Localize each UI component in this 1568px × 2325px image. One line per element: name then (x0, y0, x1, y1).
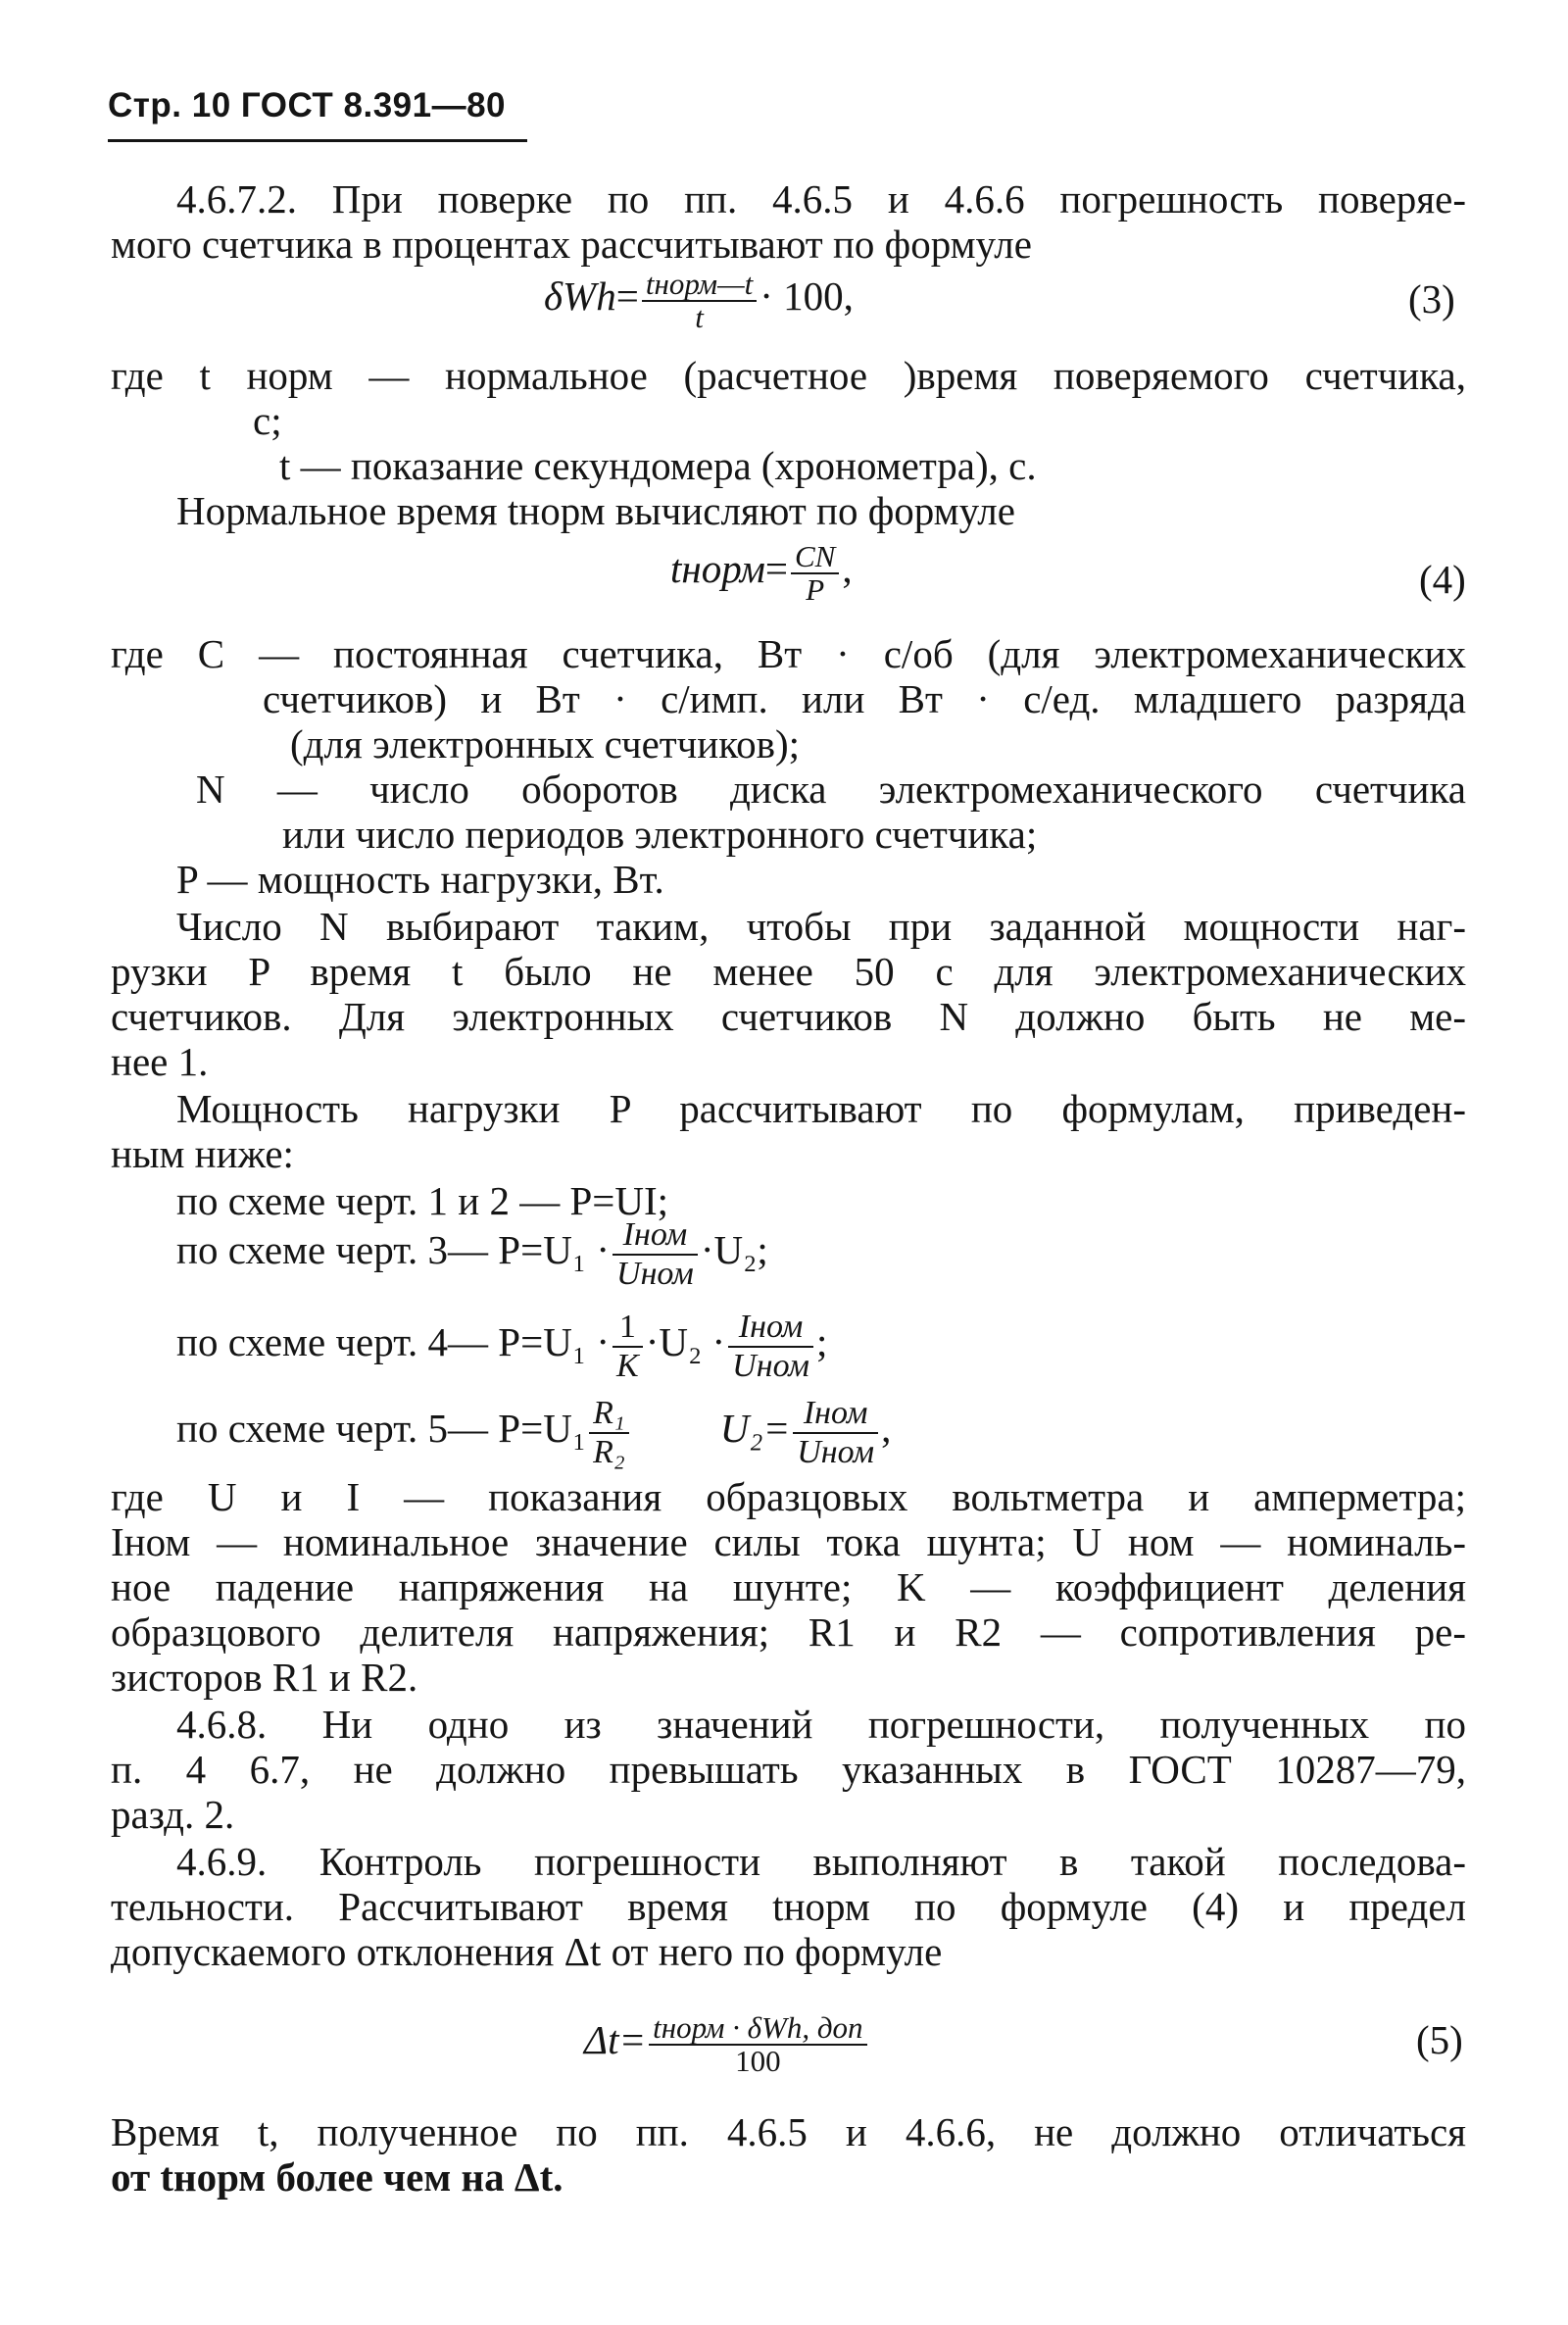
equation-number: (4) (1419, 557, 1466, 602)
formula-4-lhs: tнорм (670, 546, 765, 591)
scheme-formula-3-fraction-1 (612, 1309, 643, 1385)
where-line: где C — постоянная счетчика, Вт · с/об (для электромеханических (111, 631, 1466, 676)
formula-5-fraction (649, 2009, 866, 2078)
paragraph-line: мого счетчика в процентах рассчитывают по формуле (111, 222, 1032, 267)
scheme-formula-4-fraction-2 (793, 1395, 878, 1471)
paragraph-line: п. 4 6.7, не должно превышать указанных в ГОСТ 10287—79, (111, 1747, 1466, 1792)
paragraph-line: Нормальное время tнорм вычисляют по формуле (176, 488, 1015, 533)
paragraph-line: нее 1. (111, 1039, 209, 1084)
scheme-formula-3-fraction-2 (728, 1309, 813, 1385)
paragraph-line: Число N выбирают таким, чтобы при заданной мощности наг- (176, 904, 1466, 949)
paragraph-line: 4.6.9. Контроль погрешности выполняют в такой последова- (176, 1839, 1466, 1884)
formula-3-numerator: tнорм—t (642, 269, 757, 302)
formula-3-fraction (642, 266, 757, 334)
scheme-formula-4-fraction-1 (589, 1395, 629, 1471)
fraction-denominator: R₂ (593, 1433, 625, 1470)
where-line: t — показание секундомера (хронометра), с. (279, 443, 1037, 488)
paragraph-line: счетчиков. Для электронных счетчиков N должно быть не ме- (111, 994, 1466, 1039)
paragraph-line: допускаемого отклонения Δt от него по формуле (111, 1929, 943, 1974)
where-line: или число периодов электронного счетчика; (282, 812, 1038, 857)
where-line: где U и I — показания образцовых вольтметра и амперметра; (111, 1474, 1466, 1519)
fraction-denominator: Uном (616, 1255, 694, 1292)
formula-3: δWh= $\frac{\text{tнорм—t}}{t}$ · 100, (544, 266, 854, 334)
formula-5 (584, 1996, 870, 2084)
formula-3-tail: · 100, (760, 273, 854, 319)
fraction-numerator: 1 (612, 1309, 643, 1348)
paragraph-line: 4.6.8. Ни одно из значений погрешности, полученных по (176, 1702, 1466, 1747)
fraction-numerator: Iном (793, 1395, 878, 1434)
paragraph-line: ным ниже: (111, 1131, 294, 1176)
scheme-formula-3-middle: ·U₂ · (645, 1319, 726, 1364)
formula-3-denominator: t (695, 299, 704, 334)
equation-number: (5) (1416, 2017, 1463, 2062)
scheme-formula-2-tail: ·U₂; (700, 1227, 768, 1272)
scheme-formula-4-lead: по схеме черт. 5— P=U₁ (176, 1406, 587, 1451)
paragraph-line: тельности. Рассчитывают время tнорм по формуле (4) и предел (111, 1884, 1466, 1929)
fraction-numerator: Iном (612, 1216, 698, 1256)
header-rule (108, 139, 527, 142)
paragraph-line: Время t, полученное по пп. 4.6.5 и 4.6.6, не должно отличаться (111, 2109, 1466, 2154)
where-line: зисторов R1 и R2. (111, 1655, 418, 1700)
fraction-denominator: Uном (732, 1347, 809, 1384)
fraction-denominator: Uном (797, 1433, 875, 1470)
formula-4-fraction (791, 538, 839, 607)
paragraph-line: Мощность нагрузки P рассчитывают по формулам, приведен- (176, 1086, 1466, 1131)
formula-4-numerator: CN (791, 541, 839, 574)
scheme-formula-4-tail: , (881, 1406, 892, 1451)
scheme-formula-2-lead: по схеме черт. 3— P=U₁ · (176, 1227, 611, 1272)
scheme-formula-2-fraction (612, 1216, 698, 1293)
scheme-formula-3 (176, 1300, 827, 1385)
where-line: где t норм — нормальное (расчетное )время поверяемого счетчика, (111, 353, 1466, 398)
formula-5-lhs: Δt= (584, 2017, 647, 2062)
scheme-formula-3-lead: по схеме черт. 4— P=U₁ · (176, 1319, 611, 1364)
where-line: с; (253, 398, 282, 443)
scheme-formula-4 (176, 1386, 891, 1471)
scheme-formula-2 (176, 1208, 768, 1293)
paragraph-line: 4.6.7.2. При поверке по пп. 4.6.5 и 4.6.6 погрешность поверяе- (176, 176, 1466, 222)
formula-4-denominator: P (806, 571, 825, 607)
fraction-denominator: K (616, 1347, 639, 1384)
formula-5-denominator: 100 (735, 2043, 781, 2078)
where-line: Iном — номинальное значение силы тока шунта; U ном — номиналь- (111, 1519, 1466, 1564)
page-header: Стр. 10 ГОСТ 8.391—80 (108, 86, 507, 124)
where-line: P — мощность нагрузки, Вт. (176, 857, 664, 902)
equation-number: (3) (1408, 276, 1455, 322)
where-line: счетчиков) и Вт · с/имп. или Вт · с/ед. младшего разряда (263, 676, 1466, 721)
where-line: ное падение напряжения на шунте; K — коэффициент деления (111, 1564, 1466, 1609)
formula-3-lhs: δWh (544, 273, 616, 319)
scheme-formula-3-tail: ; (816, 1319, 828, 1364)
where-line: N — число оборотов диска электромеханического счетчика (196, 767, 1466, 812)
fraction-numerator: R₁ (589, 1395, 629, 1434)
fraction-numerator: Iном (728, 1309, 813, 1348)
paragraph-line: от tнорм более чем на Δt. (111, 2154, 564, 2200)
where-line: образцового делителя напряжения; R1 и R2 — сопротивления ре- (111, 1609, 1466, 1655)
paragraph-line: рузки P время t было не менее 50 с для электромеханических (111, 949, 1466, 994)
scheme-formula-1: по схеме черт. 1 и 2 — P=UI; (176, 1178, 669, 1223)
formula-4: tнорм= $\frac{CN}{P}$ , (670, 538, 853, 607)
where-line: (для электронных счетчиков); (290, 721, 800, 767)
formula-4-tail: , (842, 546, 853, 591)
paragraph-line: разд. 2. (111, 1792, 235, 1837)
scheme-formula-4-middle: U₂= (719, 1406, 791, 1451)
formula-5-numerator: tнорм · δWh, доп (649, 2012, 866, 2046)
